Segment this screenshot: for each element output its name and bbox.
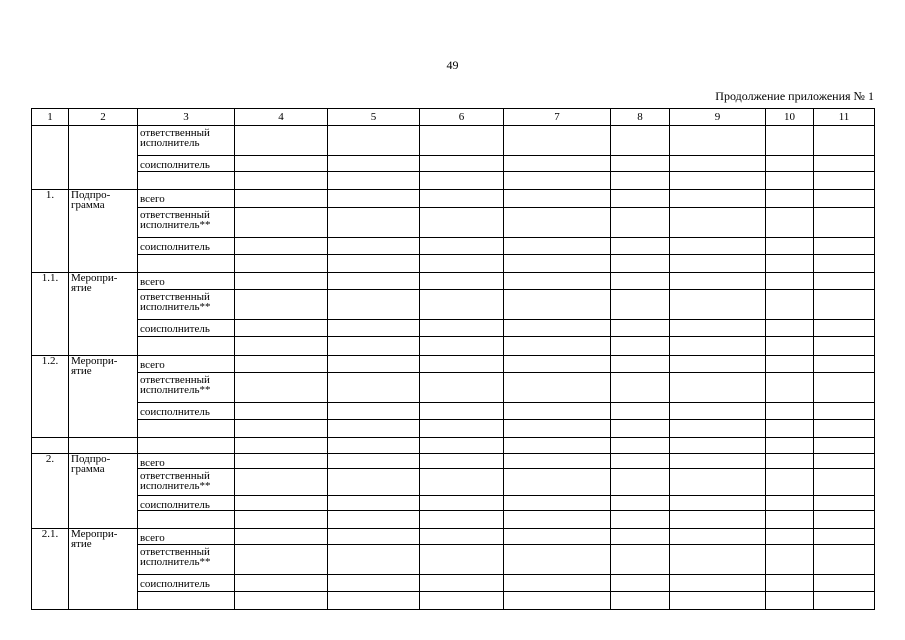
value-cell xyxy=(420,403,504,420)
executor-type-cell xyxy=(138,454,235,469)
executor-type-label: соисполнитель xyxy=(140,241,210,253)
value-cell xyxy=(611,454,670,469)
value-cell xyxy=(814,273,875,290)
executor-type-cell xyxy=(138,273,235,290)
value-cell xyxy=(328,438,420,454)
value-cell xyxy=(328,126,420,156)
value-cell xyxy=(766,290,814,320)
value-cell xyxy=(328,529,420,545)
value-cell xyxy=(611,208,670,238)
value-cell xyxy=(611,356,670,373)
value-cell xyxy=(814,592,875,610)
value-cell xyxy=(235,420,328,438)
value-cell xyxy=(766,356,814,373)
column-header: 9 xyxy=(670,109,766,126)
value-cell xyxy=(611,403,670,420)
value-cell xyxy=(670,238,766,255)
executor-type-label xyxy=(140,255,232,257)
table-row xyxy=(32,545,875,575)
executor-type-label: всего xyxy=(140,532,165,544)
table-row xyxy=(32,469,875,496)
value-cell xyxy=(670,545,766,575)
value-cell xyxy=(504,511,611,529)
value-cell xyxy=(504,469,611,496)
value-cell xyxy=(814,469,875,496)
column-header: 8 xyxy=(611,109,670,126)
value-cell xyxy=(670,320,766,337)
value-cell xyxy=(504,208,611,238)
executor-type-cell xyxy=(138,156,235,172)
item-name-cell xyxy=(69,438,138,454)
value-cell xyxy=(328,511,420,529)
value-cell xyxy=(420,156,504,172)
value-cell xyxy=(611,438,670,454)
value-cell xyxy=(420,575,504,592)
value-cell xyxy=(504,575,611,592)
continuation-label: Продолжение приложения № 1 xyxy=(715,89,874,103)
value-cell xyxy=(670,575,766,592)
executor-type-cell xyxy=(138,496,235,511)
value-cell xyxy=(504,255,611,273)
value-cell xyxy=(814,496,875,511)
value-cell xyxy=(670,190,766,208)
executor-type-cell xyxy=(138,172,235,190)
value-cell xyxy=(814,255,875,273)
value-cell xyxy=(766,190,814,208)
value-cell xyxy=(420,290,504,320)
item-name-cell: Подпро-грамма xyxy=(69,190,138,273)
executor-type-cell xyxy=(138,592,235,610)
value-cell xyxy=(328,238,420,255)
value-cell xyxy=(611,126,670,156)
executor-type-cell xyxy=(138,320,235,337)
value-cell xyxy=(328,172,420,190)
value-cell xyxy=(766,255,814,273)
data-table xyxy=(31,108,875,610)
value-cell xyxy=(670,592,766,610)
item-name-cell: Меропри-ятие xyxy=(69,356,138,438)
executor-type-label: ответственный исполнитель** xyxy=(140,291,211,313)
value-cell xyxy=(420,172,504,190)
value-cell xyxy=(670,438,766,454)
value-cell xyxy=(328,420,420,438)
value-cell xyxy=(235,290,328,320)
value-cell xyxy=(235,373,328,403)
value-cell xyxy=(814,172,875,190)
value-cell xyxy=(611,172,670,190)
row-number-cell xyxy=(32,438,69,454)
value-cell xyxy=(328,454,420,469)
row-number-cell: 1.2. xyxy=(32,356,69,438)
value-cell xyxy=(611,496,670,511)
value-cell xyxy=(504,156,611,172)
value-cell xyxy=(766,373,814,403)
value-cell xyxy=(766,337,814,356)
value-cell xyxy=(814,208,875,238)
value-cell xyxy=(766,496,814,511)
value-cell xyxy=(611,420,670,438)
value-cell xyxy=(328,592,420,610)
value-cell xyxy=(420,208,504,238)
table-body xyxy=(32,109,875,610)
value-cell xyxy=(420,126,504,156)
column-header: 3 xyxy=(138,109,235,126)
value-cell xyxy=(766,320,814,337)
column-header: 11 xyxy=(814,109,875,126)
page-number: 49 xyxy=(446,58,459,72)
executor-type-label: соисполнитель xyxy=(140,159,210,171)
value-cell xyxy=(814,238,875,255)
value-cell xyxy=(504,496,611,511)
value-cell xyxy=(235,156,328,172)
column-header: 6 xyxy=(420,109,504,126)
value-cell xyxy=(328,337,420,356)
value-cell xyxy=(670,337,766,356)
executor-type-label xyxy=(140,337,232,339)
executor-type-label: ответственный исполнитель** xyxy=(140,546,211,568)
value-cell xyxy=(766,156,814,172)
executor-type-label xyxy=(140,592,232,594)
value-cell xyxy=(766,529,814,545)
value-cell xyxy=(328,156,420,172)
value-cell xyxy=(611,575,670,592)
value-cell xyxy=(670,273,766,290)
value-cell xyxy=(611,320,670,337)
value-cell xyxy=(328,545,420,575)
value-cell xyxy=(814,529,875,545)
table-row xyxy=(32,454,875,469)
value-cell xyxy=(814,438,875,454)
row-number-cell: 1. xyxy=(32,190,69,273)
value-cell xyxy=(235,575,328,592)
value-cell xyxy=(766,420,814,438)
executor-type-label: соисполнитель xyxy=(140,499,210,511)
value-cell xyxy=(766,172,814,190)
value-cell xyxy=(504,337,611,356)
value-cell xyxy=(328,373,420,403)
value-cell xyxy=(814,454,875,469)
table-row xyxy=(32,511,875,529)
table-row xyxy=(32,403,875,420)
table-row xyxy=(32,126,875,156)
value-cell xyxy=(670,373,766,403)
value-cell xyxy=(504,172,611,190)
item-name-cell: Меропри-ятие xyxy=(69,273,138,356)
value-cell xyxy=(328,290,420,320)
value-cell xyxy=(670,356,766,373)
value-cell xyxy=(235,337,328,356)
value-cell xyxy=(611,469,670,496)
column-header: 5 xyxy=(328,109,420,126)
row-number-cell: 1.1. xyxy=(32,273,69,356)
value-cell xyxy=(235,190,328,208)
value-cell xyxy=(766,454,814,469)
value-cell xyxy=(611,273,670,290)
executor-type-cell xyxy=(138,545,235,575)
value-cell xyxy=(670,496,766,511)
value-cell xyxy=(420,545,504,575)
value-cell xyxy=(814,545,875,575)
table-row xyxy=(32,290,875,320)
executor-type-cell xyxy=(138,511,235,529)
value-cell xyxy=(420,238,504,255)
item-name-cell xyxy=(69,126,138,190)
value-cell xyxy=(235,454,328,469)
value-cell xyxy=(814,403,875,420)
value-cell xyxy=(328,190,420,208)
executor-type-label: соисполнитель xyxy=(140,578,210,590)
value-cell xyxy=(766,545,814,575)
value-cell xyxy=(420,496,504,511)
value-cell xyxy=(420,255,504,273)
value-cell xyxy=(504,545,611,575)
value-cell xyxy=(504,438,611,454)
executor-type-cell xyxy=(138,575,235,592)
value-cell xyxy=(420,337,504,356)
value-cell xyxy=(670,454,766,469)
value-cell xyxy=(766,511,814,529)
value-cell xyxy=(814,511,875,529)
value-cell xyxy=(235,255,328,273)
table-row xyxy=(32,496,875,511)
column-header: 10 xyxy=(766,109,814,126)
value-cell xyxy=(235,496,328,511)
row-number-cell: 2. xyxy=(32,454,69,529)
value-cell xyxy=(814,337,875,356)
value-cell xyxy=(504,356,611,373)
value-cell xyxy=(328,575,420,592)
value-cell xyxy=(766,208,814,238)
value-cell xyxy=(235,356,328,373)
table-row xyxy=(32,592,875,610)
executor-type-label: всего xyxy=(140,276,165,288)
executor-type-cell xyxy=(138,208,235,238)
executor-type-cell xyxy=(138,255,235,273)
table-row xyxy=(32,255,875,273)
value-cell xyxy=(420,273,504,290)
value-cell xyxy=(328,273,420,290)
value-cell xyxy=(814,356,875,373)
table-row xyxy=(32,156,875,172)
value-cell xyxy=(766,238,814,255)
value-cell xyxy=(670,403,766,420)
value-cell xyxy=(504,190,611,208)
value-cell xyxy=(420,420,504,438)
value-cell xyxy=(420,592,504,610)
value-cell xyxy=(235,529,328,545)
table-row xyxy=(32,356,875,373)
value-cell xyxy=(420,438,504,454)
value-cell xyxy=(814,126,875,156)
value-cell xyxy=(611,290,670,320)
executor-type-cell xyxy=(138,290,235,320)
value-cell xyxy=(814,156,875,172)
value-cell xyxy=(420,454,504,469)
executor-type-label: ответственный исполнитель** xyxy=(140,470,211,492)
value-cell xyxy=(504,373,611,403)
executor-type-label: ответственный исполнитель** xyxy=(140,374,211,396)
value-cell xyxy=(611,529,670,545)
value-cell xyxy=(670,511,766,529)
executor-type-cell xyxy=(138,337,235,356)
table-row xyxy=(32,172,875,190)
value-cell xyxy=(814,420,875,438)
value-cell xyxy=(235,545,328,575)
value-cell xyxy=(420,469,504,496)
value-cell xyxy=(814,320,875,337)
value-cell xyxy=(328,403,420,420)
value-cell xyxy=(814,373,875,403)
value-cell xyxy=(420,320,504,337)
executor-type-label xyxy=(140,438,232,440)
value-cell xyxy=(235,172,328,190)
value-cell xyxy=(670,420,766,438)
table-row xyxy=(32,575,875,592)
value-cell xyxy=(235,511,328,529)
value-cell xyxy=(504,454,611,469)
table-row xyxy=(32,337,875,356)
value-cell xyxy=(611,337,670,356)
column-header: 4 xyxy=(235,109,328,126)
value-cell xyxy=(611,255,670,273)
executor-type-label xyxy=(140,420,232,422)
value-cell xyxy=(328,496,420,511)
table-row xyxy=(32,320,875,337)
value-cell xyxy=(670,529,766,545)
value-cell xyxy=(814,290,875,320)
value-cell xyxy=(504,238,611,255)
value-cell xyxy=(235,469,328,496)
value-cell xyxy=(611,156,670,172)
value-cell xyxy=(611,373,670,403)
value-cell xyxy=(504,290,611,320)
table-row xyxy=(32,438,875,454)
value-cell xyxy=(814,190,875,208)
value-cell xyxy=(504,529,611,545)
executor-type-cell xyxy=(138,438,235,454)
value-cell xyxy=(504,126,611,156)
executor-type-label: ответственный исполнитель** xyxy=(140,209,211,231)
executor-type-label: ответственный исполнитель xyxy=(140,127,210,149)
value-cell xyxy=(504,403,611,420)
value-cell xyxy=(504,273,611,290)
value-cell xyxy=(766,273,814,290)
table-row xyxy=(32,420,875,438)
row-number-cell xyxy=(32,126,69,190)
value-cell xyxy=(766,575,814,592)
value-cell xyxy=(235,438,328,454)
value-cell xyxy=(420,511,504,529)
column-header: 7 xyxy=(504,109,611,126)
executor-type-label: соисполнитель xyxy=(140,406,210,418)
executor-type-cell xyxy=(138,469,235,496)
executor-type-cell xyxy=(138,373,235,403)
value-cell xyxy=(420,356,504,373)
executor-type-label: всего xyxy=(140,359,165,371)
executor-type-cell xyxy=(138,529,235,545)
value-cell xyxy=(420,190,504,208)
value-cell xyxy=(611,190,670,208)
value-cell xyxy=(235,403,328,420)
executor-type-label: всего xyxy=(140,193,165,205)
value-cell xyxy=(420,529,504,545)
executor-type-label: всего xyxy=(140,457,165,469)
value-cell xyxy=(670,126,766,156)
value-cell xyxy=(328,469,420,496)
executor-type-cell xyxy=(138,420,235,438)
value-cell xyxy=(235,238,328,255)
value-cell xyxy=(670,290,766,320)
value-cell xyxy=(814,575,875,592)
value-cell xyxy=(504,320,611,337)
executor-type-cell xyxy=(138,190,235,208)
item-name-cell: Подпро-грамма xyxy=(69,454,138,529)
value-cell xyxy=(611,592,670,610)
column-header: 2 xyxy=(69,109,138,126)
value-cell xyxy=(766,592,814,610)
value-cell xyxy=(235,208,328,238)
executor-type-cell xyxy=(138,403,235,420)
value-cell xyxy=(235,273,328,290)
value-cell xyxy=(235,592,328,610)
value-cell xyxy=(420,373,504,403)
value-cell xyxy=(328,320,420,337)
table-row xyxy=(32,529,875,545)
executor-type-label: соисполнитель xyxy=(140,323,210,335)
value-cell xyxy=(504,420,611,438)
column-header: 1 xyxy=(32,109,69,126)
value-cell xyxy=(504,592,611,610)
executor-type-cell xyxy=(138,126,235,156)
value-cell xyxy=(670,172,766,190)
header-row xyxy=(32,109,875,126)
value-cell xyxy=(670,208,766,238)
executor-type-label xyxy=(140,511,232,513)
value-cell xyxy=(670,255,766,273)
value-cell xyxy=(328,208,420,238)
table-row xyxy=(32,373,875,403)
value-cell xyxy=(235,126,328,156)
value-cell xyxy=(670,156,766,172)
item-name-cell: Меропри-ятие xyxy=(69,529,138,610)
executor-type-cell xyxy=(138,356,235,373)
value-cell xyxy=(670,469,766,496)
value-cell xyxy=(328,255,420,273)
executor-type-label xyxy=(140,172,232,174)
table-row xyxy=(32,208,875,238)
value-cell xyxy=(611,511,670,529)
value-cell xyxy=(611,238,670,255)
table-row xyxy=(32,238,875,255)
value-cell xyxy=(766,403,814,420)
value-cell xyxy=(766,469,814,496)
row-number-cell: 2.1. xyxy=(32,529,69,610)
value-cell xyxy=(611,545,670,575)
value-cell xyxy=(235,320,328,337)
table-row xyxy=(32,190,875,208)
executor-type-cell xyxy=(138,238,235,255)
value-cell xyxy=(766,126,814,156)
table-row xyxy=(32,273,875,290)
value-cell xyxy=(328,356,420,373)
value-cell xyxy=(766,438,814,454)
